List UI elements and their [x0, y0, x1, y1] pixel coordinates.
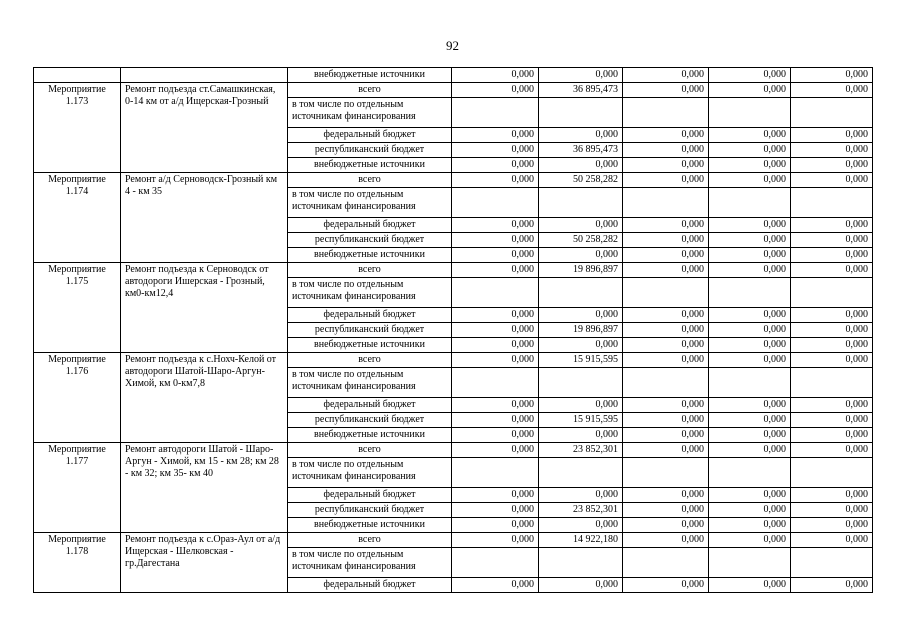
amount-cell: 50 258,282 [539, 233, 623, 248]
amount-cell [791, 548, 873, 578]
amount-cell: 0,000 [709, 248, 791, 263]
amount-cell: 0,000 [452, 353, 539, 368]
amount-cell: 0,000 [709, 173, 791, 188]
amount-cell: 0,000 [709, 263, 791, 278]
amount-cell [539, 188, 623, 218]
funding-source-cell: республиканский бюджет [288, 143, 452, 158]
table-row [34, 443, 873, 458]
measure-code-cell: Мероприятие 1.175 [34, 263, 121, 353]
amount-cell: 0,000 [709, 518, 791, 533]
amount-cell: 0,000 [539, 248, 623, 263]
amount-cell: 36 895,473 [539, 143, 623, 158]
amount-cell: 0,000 [791, 323, 873, 338]
funding-source-cell: внебюджетные источники [288, 518, 452, 533]
amount-cell: 0,000 [791, 173, 873, 188]
table-row [34, 173, 873, 188]
amount-cell: 0,000 [623, 248, 709, 263]
amount-cell: 0,000 [791, 443, 873, 458]
amount-cell: 0,000 [709, 323, 791, 338]
amount-cell: 0,000 [539, 308, 623, 323]
amount-cell: 0,000 [623, 428, 709, 443]
amount-cell: 0,000 [623, 263, 709, 278]
amount-cell: 0,000 [623, 353, 709, 368]
amount-cell: 0,000 [452, 308, 539, 323]
amount-cell: 0,000 [791, 233, 873, 248]
amount-cell: 0,000 [709, 143, 791, 158]
amount-cell: 0,000 [452, 248, 539, 263]
table-row [34, 83, 873, 98]
amount-cell: 0,000 [623, 218, 709, 233]
funding-source-cell: республиканский бюджет [288, 323, 452, 338]
amount-cell: 0,000 [791, 578, 873, 593]
amount-cell [709, 548, 791, 578]
amount-cell: 0,000 [709, 233, 791, 248]
amount-cell: 23 852,301 [539, 443, 623, 458]
amount-cell: 0,000 [452, 488, 539, 503]
funding-source-cell: федеральный бюджет [288, 308, 452, 323]
amount-cell: 19 896,897 [539, 263, 623, 278]
amount-cell: 0,000 [623, 68, 709, 83]
amount-cell: 0,000 [539, 398, 623, 413]
funding-source-cell: республиканский бюджет [288, 503, 452, 518]
amount-cell: 0,000 [791, 128, 873, 143]
amount-cell: 0,000 [452, 338, 539, 353]
amount-cell: 0,000 [452, 518, 539, 533]
funding-source-cell: в том числе по отдельным источникам финансирования [288, 368, 452, 398]
measure-name-cell: Ремонт подъезда к с.Нохч-Келой от автодороги Шатой-Шаро-Аргун-Химой, км 0-км7,8 [121, 353, 288, 443]
amount-cell: 0,000 [709, 158, 791, 173]
table-row [34, 68, 873, 83]
amount-cell: 0,000 [791, 68, 873, 83]
amount-cell: 0,000 [452, 323, 539, 338]
amount-cell [623, 458, 709, 488]
funding-source-cell: внебюджетные источники [288, 158, 452, 173]
measure-name-cell: Ремонт а/д Серноводск-Грозный км 4 - км 35 [121, 173, 288, 263]
amount-cell [539, 98, 623, 128]
amount-cell [709, 98, 791, 128]
measure-name-cell: Ремонт подъезда к с.Ораз-Аул от а/д Ищерская - Шелковская - гр.Дагестана [121, 533, 288, 593]
amount-cell: 23 852,301 [539, 503, 623, 518]
amount-cell: 0,000 [709, 428, 791, 443]
amount-cell: 0,000 [452, 263, 539, 278]
amount-cell [791, 368, 873, 398]
amount-cell: 0,000 [452, 68, 539, 83]
amount-cell: 0,000 [791, 158, 873, 173]
amount-cell [623, 278, 709, 308]
funding-source-cell: в том числе по отдельным источникам финансирования [288, 278, 452, 308]
amount-cell: 0,000 [623, 128, 709, 143]
amount-cell: 0,000 [539, 218, 623, 233]
amount-cell: 0,000 [791, 353, 873, 368]
amount-cell [539, 368, 623, 398]
amount-cell: 0,000 [539, 128, 623, 143]
amount-cell: 0,000 [452, 413, 539, 428]
amount-cell: 0,000 [623, 443, 709, 458]
amount-cell: 0,000 [623, 488, 709, 503]
amount-cell: 0,000 [791, 428, 873, 443]
amount-cell [709, 458, 791, 488]
funding-source-cell: федеральный бюджет [288, 128, 452, 143]
funding-source-cell: федеральный бюджет [288, 218, 452, 233]
amount-cell: 0,000 [539, 518, 623, 533]
amount-cell: 0,000 [791, 533, 873, 548]
amount-cell [539, 458, 623, 488]
funding-source-cell: всего [288, 263, 452, 278]
amount-cell: 0,000 [709, 578, 791, 593]
amount-cell: 0,000 [623, 503, 709, 518]
amount-cell: 0,000 [539, 428, 623, 443]
amount-cell [452, 188, 539, 218]
funding-source-cell: республиканский бюджет [288, 413, 452, 428]
amount-cell: 0,000 [452, 503, 539, 518]
measure-code-cell: Мероприятие 1.174 [34, 173, 121, 263]
amount-cell: 0,000 [539, 158, 623, 173]
measure-name-cell: Ремонт автодороги Шатой - Шаро-Аргун - Химой, км 15 - км 28; км 28 - км 32; км 35- км 40 [121, 443, 288, 533]
funding-source-cell: федеральный бюджет [288, 398, 452, 413]
amount-cell: 36 895,473 [539, 83, 623, 98]
measure-code-cell: Мероприятие 1.173 [34, 83, 121, 173]
amount-cell: 0,000 [709, 83, 791, 98]
amount-cell [791, 98, 873, 128]
amount-cell: 0,000 [452, 128, 539, 143]
amount-cell: 0,000 [452, 398, 539, 413]
amount-cell: 0,000 [539, 578, 623, 593]
amount-cell: 0,000 [452, 578, 539, 593]
funding-source-cell: всего [288, 533, 452, 548]
amount-cell: 0,000 [623, 413, 709, 428]
amount-cell: 0,000 [791, 413, 873, 428]
amount-cell: 0,000 [623, 143, 709, 158]
funding-source-cell: в том числе по отдельным источникам финансирования [288, 188, 452, 218]
amount-cell: 0,000 [623, 158, 709, 173]
amount-cell [623, 548, 709, 578]
amount-cell [623, 368, 709, 398]
amount-cell: 14 922,180 [539, 533, 623, 548]
amount-cell [452, 278, 539, 308]
amount-cell: 0,000 [452, 83, 539, 98]
amount-cell: 0,000 [791, 308, 873, 323]
amount-cell: 0,000 [791, 518, 873, 533]
amount-cell [539, 548, 623, 578]
amount-cell: 0,000 [623, 338, 709, 353]
table-row [34, 533, 873, 548]
measure-code-cell: Мероприятие 1.176 [34, 353, 121, 443]
amount-cell: 50 258,282 [539, 173, 623, 188]
amount-cell [623, 98, 709, 128]
funding-source-cell: республиканский бюджет [288, 233, 452, 248]
amount-cell: 0,000 [709, 338, 791, 353]
measure-name-cell [121, 68, 288, 83]
amount-cell: 0,000 [709, 413, 791, 428]
amount-cell: 0,000 [452, 143, 539, 158]
amount-cell: 0,000 [709, 128, 791, 143]
amount-cell: 0,000 [709, 488, 791, 503]
amount-cell: 0,000 [709, 443, 791, 458]
amount-cell [623, 188, 709, 218]
amount-cell: 0,000 [709, 533, 791, 548]
amount-cell [452, 368, 539, 398]
amount-cell: 0,000 [791, 338, 873, 353]
funding-source-cell: всего [288, 443, 452, 458]
funding-source-cell: внебюджетные источники [288, 338, 452, 353]
amount-cell [791, 458, 873, 488]
amount-cell: 0,000 [791, 218, 873, 233]
funding-source-cell: всего [288, 173, 452, 188]
amount-cell: 19 896,897 [539, 323, 623, 338]
page-number: 92 [446, 38, 459, 53]
amount-cell: 0,000 [452, 443, 539, 458]
measure-name-cell: Ремонт подъезда к Серноводск от автодороги Ишерская - Грозный, км0-км12,4 [121, 263, 288, 353]
funding-source-cell: внебюджетные источники [288, 68, 452, 83]
amount-cell: 0,000 [452, 218, 539, 233]
amount-cell: 0,000 [709, 503, 791, 518]
amount-cell: 0,000 [623, 83, 709, 98]
table-row [34, 263, 873, 278]
amount-cell: 0,000 [539, 338, 623, 353]
amount-cell [709, 368, 791, 398]
table-row [34, 353, 873, 368]
measure-code-cell [34, 68, 121, 83]
amount-cell: 0,000 [623, 233, 709, 248]
amount-cell: 0,000 [452, 233, 539, 248]
amount-cell: 0,000 [623, 533, 709, 548]
amount-cell: 0,000 [539, 488, 623, 503]
amount-cell [452, 548, 539, 578]
amount-cell: 15 915,595 [539, 413, 623, 428]
amount-cell: 0,000 [623, 323, 709, 338]
amount-cell: 0,000 [623, 308, 709, 323]
amount-cell: 0,000 [623, 578, 709, 593]
budget-table [33, 67, 873, 593]
amount-cell: 0,000 [623, 398, 709, 413]
funding-source-cell: внебюджетные источники [288, 248, 452, 263]
amount-cell: 0,000 [539, 68, 623, 83]
measure-name-cell: Ремонт подъезда ст.Самашкинская, 0-14 км от а/д Ищерская-Грозный [121, 83, 288, 173]
amount-cell: 0,000 [452, 533, 539, 548]
amount-cell: 0,000 [452, 428, 539, 443]
funding-source-cell: всего [288, 83, 452, 98]
amount-cell: 0,000 [623, 173, 709, 188]
amount-cell: 0,000 [452, 158, 539, 173]
amount-cell: 0,000 [709, 218, 791, 233]
amount-cell [452, 98, 539, 128]
amount-cell: 0,000 [791, 398, 873, 413]
amount-cell: 15 915,595 [539, 353, 623, 368]
amount-cell [539, 278, 623, 308]
funding-source-cell: в том числе по отдельным источникам финансирования [288, 548, 452, 578]
amount-cell: 0,000 [791, 488, 873, 503]
funding-source-cell: федеральный бюджет [288, 578, 452, 593]
amount-cell: 0,000 [623, 518, 709, 533]
amount-cell: 0,000 [709, 353, 791, 368]
funding-source-cell: внебюджетные источники [288, 428, 452, 443]
amount-cell: 0,000 [791, 263, 873, 278]
amount-cell: 0,000 [791, 83, 873, 98]
amount-cell: 0,000 [709, 68, 791, 83]
amount-cell [791, 188, 873, 218]
amount-cell: 0,000 [709, 398, 791, 413]
amount-cell: 0,000 [791, 248, 873, 263]
funding-source-cell: всего [288, 353, 452, 368]
amount-cell: 0,000 [709, 308, 791, 323]
amount-cell: 0,000 [791, 503, 873, 518]
funding-source-cell: в том числе по отдельным источникам финансирования [288, 98, 452, 128]
amount-cell [452, 458, 539, 488]
amount-cell: 0,000 [791, 143, 873, 158]
measure-code-cell: Мероприятие 1.177 [34, 443, 121, 533]
amount-cell [709, 278, 791, 308]
amount-cell: 0,000 [452, 173, 539, 188]
measure-code-cell: Мероприятие 1.178 [34, 533, 121, 593]
funding-source-cell: в том числе по отдельным источникам финансирования [288, 458, 452, 488]
amount-cell [791, 278, 873, 308]
amount-cell [709, 188, 791, 218]
funding-source-cell: федеральный бюджет [288, 488, 452, 503]
